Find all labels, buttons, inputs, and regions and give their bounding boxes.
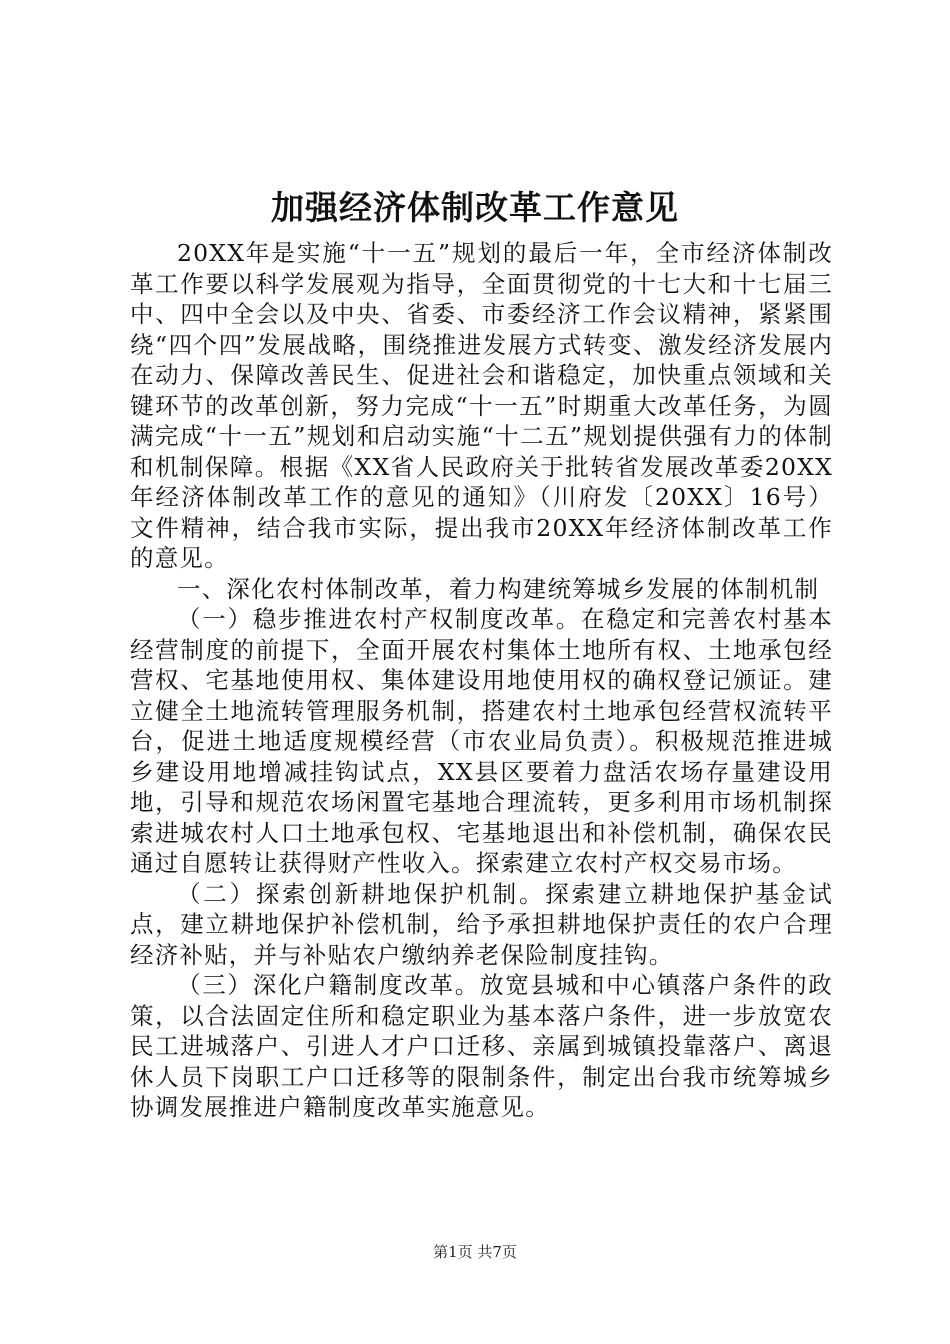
document-body: [130, 238, 833, 1123]
page-number-footer: 第1页 共7页: [433, 1243, 517, 1261]
section-heading-1: 一、深化农村体制改革，着力构建统筹城乡发展的体制机制: [177, 574, 820, 603]
page-title: 加强经济体制改革工作意见: [271, 188, 679, 227]
intro-paragraph: 20XX年是实施“十一五”规划的最后一年，全市经济体制改革工作要以科学发展观为指导，全面贯彻党的十七大和十七届三中、四中全会以及中央、省委、市委经济工作会议精神，紧紧围绕“四个四”发展战略，围绕推进发展方式转变、激发经济发展内在动力、保障改善民生、促进社会和谐稳定，加快重点领域和关键环节的改革创新，努力完成“十一五”时期重大改革任务，为圆满完成“十一五”规划和启动实施“十二五”规划提供强有力的体制和机制保障。根据《XX省人民政府关于批转省发展改革委20XX年经济体制改革工作的意见的通知》（川府发〔20XX〕16号）文件精神，结合我市实际，提出我市20XX年经济体制改革工作的意见。: [130, 239, 833, 572]
subsection-3-paragraph: （三）深化户籍制度改革。放宽县城和中心镇落户条件的政策，以合法固定住所和稳定职业为基本落户条件，进一步放宽农民工进城落户、引进人才户口迁移、亲属到城镇投靠落户、离退休人员下岗职工户口迁移等的限制条件，制定出台我市统筹城乡协调发展推进户籍制度改革实施意见。: [130, 971, 833, 1121]
subsection-2-paragraph: （二）探索创新耕地保护机制。探索建立耕地保护基金试点，建立耕地保护补偿机制，给予承担耕地保护责任的农户合理经济补贴，并与补贴农户缴纳养老保险制度挂钩。: [130, 879, 833, 969]
subsection-1-paragraph: （一）稳步推进农村产权制度改革。在稳定和完善农村基本经营制度的前提下，全面开展农村集体土地所有权、土地承包经营权、宅基地使用权、集体建设用地使用权的确权登记颁证。建立健全土地流转管理服务机制，搭建农村土地承包经营权流转平台，促进土地适度规模经营（市农业局负责）。积极规范推进城乡建设用地增减挂钩试点，XX县区要着力盘活农场存量建设用地，引导和规范农场闲置宅基地合理流转，更多利用市场机制探索进城农村人口土地承包权、宅基地退出和补偿机制，确保农民通过自愿转让获得财产性收入。探索建立农村产权交易市场。: [130, 605, 833, 877]
